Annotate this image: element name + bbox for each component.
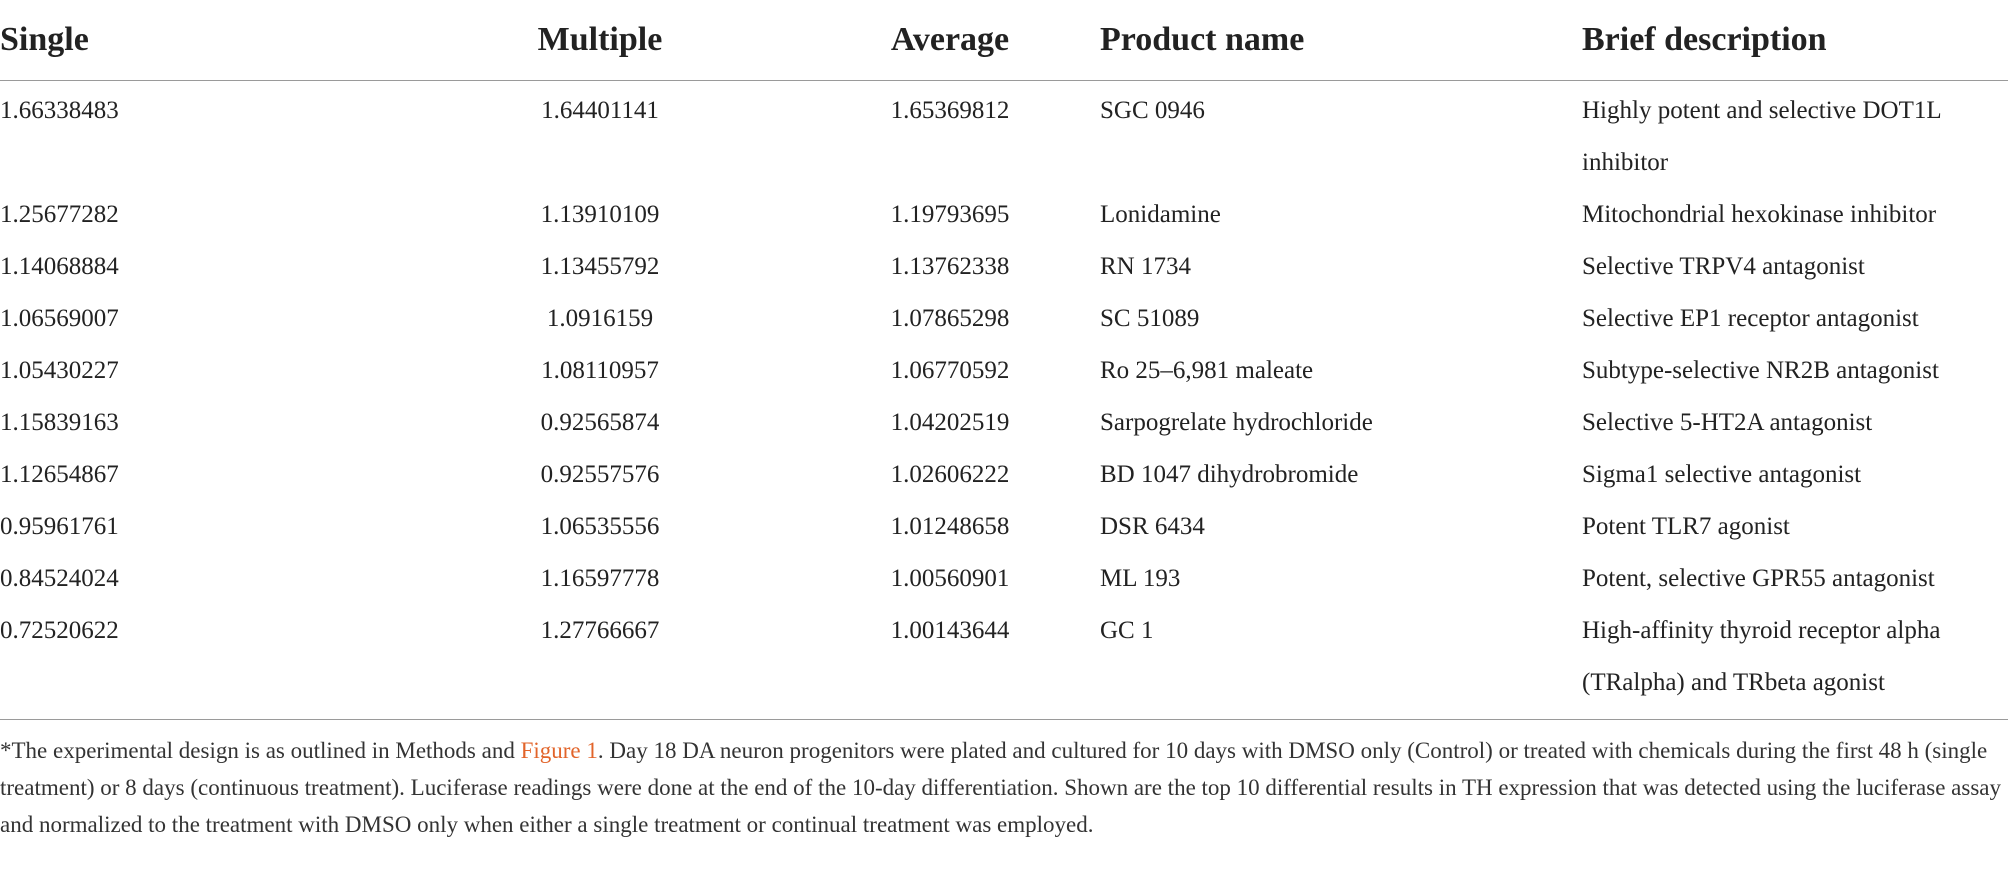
cell-single: 1.15839163: [0, 409, 119, 436]
cell-single: 0.84524024: [0, 565, 119, 592]
footnote-text-end: . Day 18 DA neuron progenitors were plated and cultured for 10 days with DMSO only (Control) or treated with chemicals during the first 48 h (single treatment) or 8 days (continuous treatment). Luciferase readings were done at the end of the 10-day differentiation. Shown are the top 10 differential results in TH expression that was detected using the luciferase assay and normalized to the treatment with DMSO only when either a single treatment or continual treatment was employed.: [0, 738, 2001, 837]
cell-brief-description: Selective 5-HT2A antagonist: [1582, 409, 1873, 436]
cell-product-name: Ro 25–6,981 maleate: [1100, 357, 1314, 384]
cell-brief-description: Potent TLR7 agonist: [1582, 513, 1790, 540]
cell-single: 1.66338483: [0, 97, 119, 124]
cell-multiple: 1.0916159: [546, 305, 654, 332]
table-row: [0, 449, 2008, 501]
cell-multiple: 1.06535556: [540, 513, 660, 540]
table-row: [0, 605, 2008, 719]
cell-single: 1.14068884: [0, 253, 119, 280]
cell-average: 1.04202519: [890, 409, 1010, 436]
header-multiple: Multiple: [400, 0, 800, 81]
cell-average: 1.19793695: [890, 201, 1010, 228]
cell-product-name: Sarpogrelate hydrochloride: [1100, 409, 1373, 436]
table-row: [0, 241, 2008, 293]
cell-product-name: SC 51089: [1100, 305, 1200, 332]
cell-brief-description: Highly potent and selective DOT1L inhibitor: [1582, 97, 1941, 176]
cell-multiple: 1.13455792: [540, 253, 660, 280]
table-row: [0, 189, 2008, 241]
table-row: [0, 293, 2008, 345]
table-row: [0, 81, 2008, 190]
cell-average: 1.06770592: [890, 357, 1010, 384]
footnote-text-start: *The experimental design is as outlined in Methods and: [0, 738, 521, 763]
header-product-name: Product name: [1100, 0, 1582, 81]
header-brief-description: Brief description: [1582, 0, 2008, 81]
table-row: [0, 553, 2008, 605]
cell-multiple: 1.13910109: [540, 201, 660, 228]
cell-single: 0.72520622: [0, 617, 119, 644]
cell-multiple: 1.64401141: [541, 97, 659, 124]
cell-multiple: 1.27766667: [540, 617, 660, 644]
cell-single: 1.25677282: [0, 201, 119, 228]
cell-product-name: GC 1: [1100, 617, 1154, 644]
cell-multiple: 0.92565874: [540, 409, 660, 436]
cell-single: 0.95961761: [0, 513, 119, 540]
cell-average: 1.65369812: [890, 97, 1010, 124]
cell-single: 1.06569007: [0, 305, 119, 332]
cell-average: 1.13762338: [890, 253, 1010, 280]
cell-average: 1.00143644: [890, 617, 1010, 644]
cell-brief-description: Selective EP1 receptor antagonist: [1582, 305, 1919, 332]
header-average: Average: [800, 0, 1100, 81]
cell-product-name: Lonidamine: [1100, 201, 1221, 228]
cell-multiple: 0.92557576: [540, 461, 660, 488]
cell-product-name: BD 1047 dihydrobromide: [1100, 461, 1359, 488]
cell-brief-description: Mitochondrial hexokinase inhibitor: [1582, 201, 1937, 228]
table-row: [0, 397, 2008, 449]
table-footnote: [0, 719, 2008, 843]
header-single: Single: [0, 0, 400, 81]
cell-multiple: 1.16597778: [540, 565, 660, 592]
cell-single: 1.05430227: [0, 357, 119, 384]
cell-single: 1.12654867: [0, 461, 119, 488]
cell-brief-description: Sigma1 selective antagonist: [1582, 461, 1862, 488]
cell-average: 1.01248658: [890, 513, 1010, 540]
figure-1-link[interactable]: Figure 1: [520, 738, 598, 763]
cell-brief-description: Potent, selective GPR55 antagonist: [1582, 565, 1935, 592]
cell-brief-description: Subtype-selective NR2B antagonist: [1582, 357, 1939, 384]
table-row: [0, 345, 2008, 397]
cell-average: 1.00560901: [890, 565, 1010, 592]
cell-brief-description: High-affinity thyroid receptor alpha (TRalpha) and TRbeta agonist: [1582, 617, 1941, 696]
cell-average: 1.02606222: [890, 461, 1010, 488]
cell-product-name: RN 1734: [1100, 253, 1191, 280]
cell-product-name: SGC 0946: [1100, 97, 1205, 124]
cell-average: 1.07865298: [890, 305, 1010, 332]
cell-multiple: 1.08110957: [541, 357, 659, 384]
table-row: [0, 501, 2008, 553]
table-header-row: [0, 0, 2008, 81]
cell-product-name: DSR 6434: [1100, 513, 1205, 540]
cell-product-name: ML 193: [1100, 565, 1181, 592]
cell-brief-description: Selective TRPV4 antagonist: [1582, 253, 1865, 280]
